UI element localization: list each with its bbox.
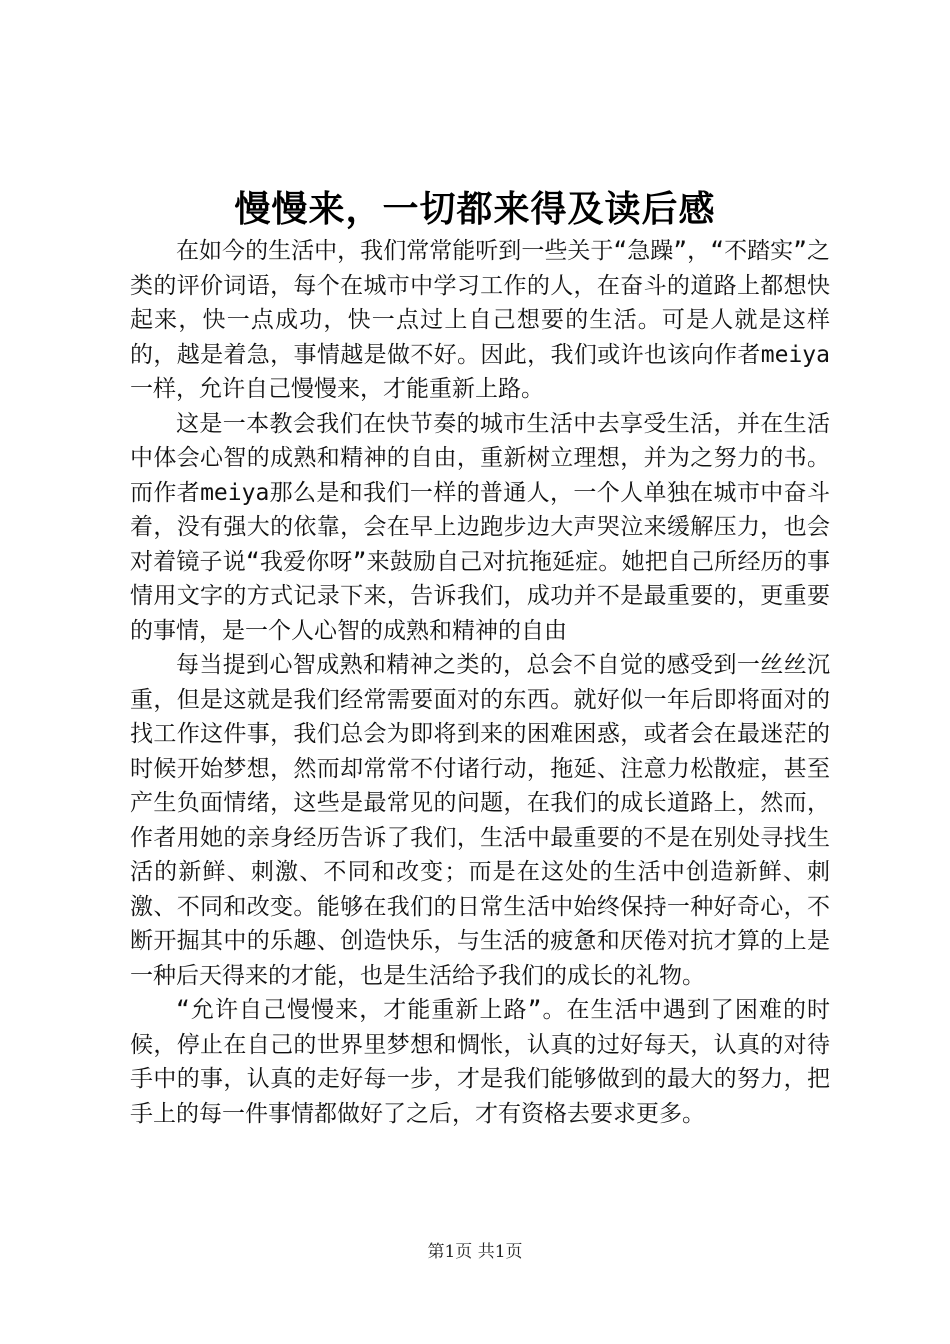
document-body — [130, 234, 830, 1131]
paragraph-4: “允许自己慢慢来，才能重新上路”。在生活中遇到了困难的时候，停止在自己的世界里梦想和惆怅，认真的过好每天，认真的对待手中的事，认真的走好每一步，才是我们能够做到的最大的努力，把手上的每一件事情都做好了之后，才有资格去要求更多。 — [130, 997, 830, 1127]
paragraph-3: 每当提到心智成熟和精神之类的，总会不自觉的感受到一丝丝沉重，但是这就是我们经常需要面对的东西。就好似一年后即将面对的找工作这件事，我们总会为即将到来的困难困惑，或者会在最迷茫的时候开始梦想，然而却常常不付诸行动，拖延、注意力松散症，甚至产生负面情绪，这些是最常见的问题，在我们的成长道路上，然而，作者用她的亲身经历告诉了我们，生活中最重要的不是在别处寻找生活的新鲜、刺激、不同和改变；而是在这处的生活中创造新鲜、刺激、不同和改变。能够在我们的日常生活中始终保持一种好奇心，不断开掘其中的乐趣、创造快乐，与生活的疲惫和厌倦对抗才算的上是一种后天得来的才能，也是生活给予我们的成长的礼物。 — [130, 652, 830, 989]
document-title: 慢慢来，一切都来得及读后感 — [234, 188, 716, 230]
paragraph-1: 在如今的生活中，我们常常能听到一些关于“急躁”，“不踏实”之类的评价词语，每个在城市中学习工作的人，在奋斗的道路上都想快起来，快一点成功，快一点过上自己想要的生活。可是人就是这样的，越是着急，事情越是做不好。因此，我们或许也该向作者meiya一样，允许自己慢慢来，才能重新上路。 — [130, 238, 830, 402]
page-number-footer: 第1页 共1页 — [427, 1242, 523, 1262]
paragraph-2: 这是一本教会我们在快节奏的城市生活中去享受生活，并在生活中体会心智的成熟和精神的自由，重新树立理想，并为之努力的书。而作者meiya那么是和我们一样的普通人，一个人单独在城市中奋斗着，没有强大的依靠，会在早上边跑步边大声哭泣来缓解压力，也会对着镜子说“我爱你呀”来鼓励自己对抗拖延症。她把自己所经历的事情用文字的方式记录下来，告诉我们，成功并不是最重要的，更重要的事情，是一个人心智的成熟和精神的自由 — [130, 410, 830, 644]
